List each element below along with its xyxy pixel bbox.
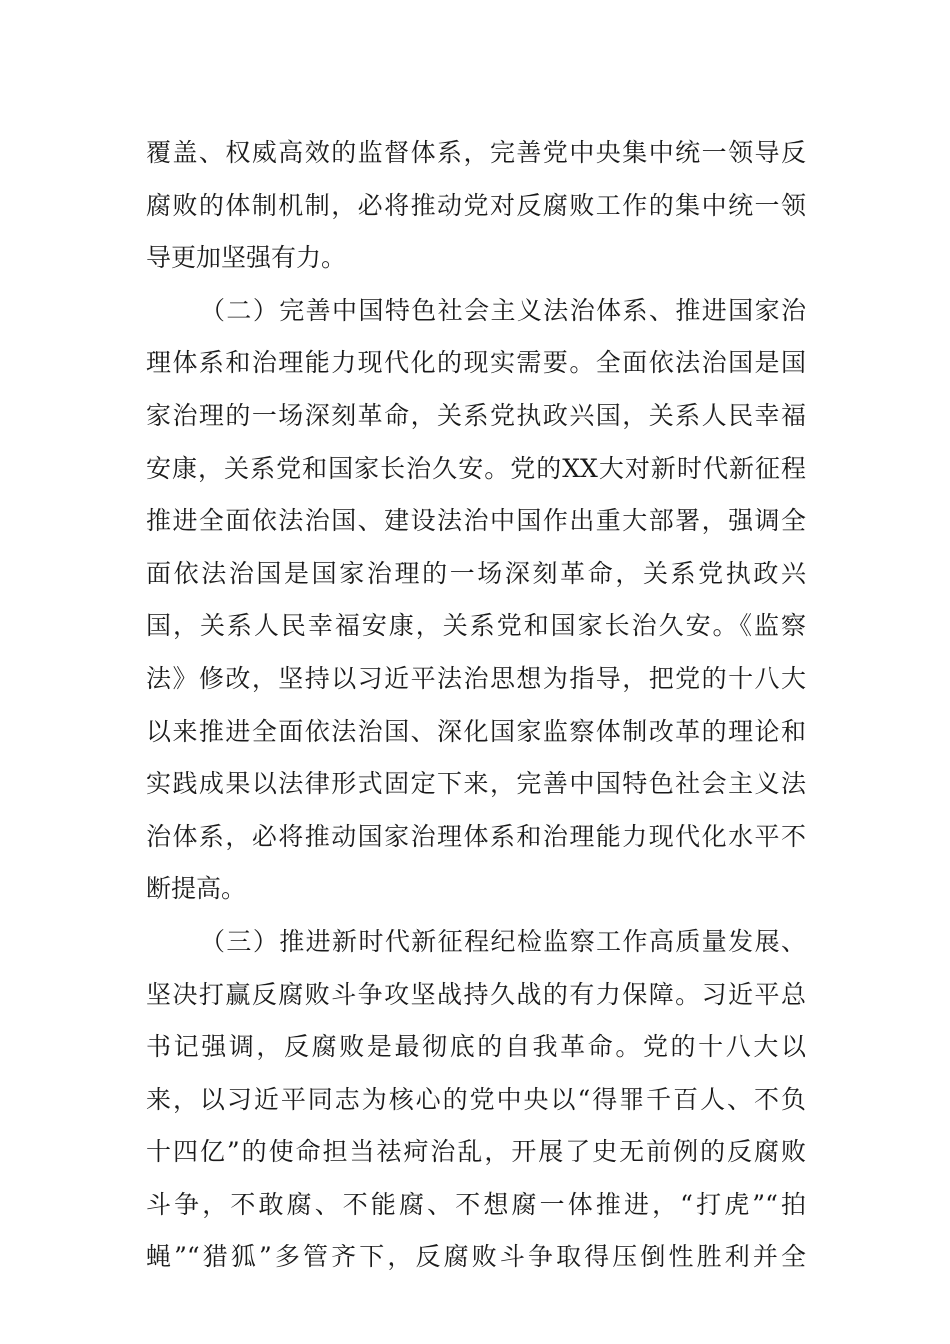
text-line: 面依法治国是国家治理的一场深刻革命，关系党执政兴 xyxy=(146,558,806,588)
text-line: 覆盖、权威高效的监督体系，完善党中央集中统一领导反 xyxy=(146,138,806,167)
text-line: 十四亿”的使命担当祛疴治乱，开展了史无前例的反腐败 xyxy=(146,1137,806,1167)
text-line: 蝇”“猎狐”多管齐下，反腐败斗争取得压倒性胜利并全 xyxy=(146,1242,806,1272)
text-line: 书记强调，反腐败是最彻底的自我革命。党的十八大以 xyxy=(146,1032,806,1062)
text-line: 法》修改，坚持以习近平法治思想为指导，把党的十八大 xyxy=(146,663,806,693)
text-line: 国，关系人民幸福安康，关系党和国家长治久安。《监察 xyxy=(146,611,806,641)
paragraph-end-line: 导更加坚强有力。 xyxy=(146,243,347,273)
text-line: 来，以习近平同志为核心的党中央以“得罪千百人、不负 xyxy=(146,1084,806,1114)
text-line: 家治理的一场深刻革命，关系党执政兴国，关系人民幸福 xyxy=(146,400,806,430)
text-line: 理体系和治理能力现代化的现实需要。全面依法治国是国 xyxy=(146,348,806,378)
text-line: 坚决打赢反腐败斗争攻坚战持久战的有力保障。习近平总 xyxy=(146,979,806,1009)
paragraph-end-line: 断提高。 xyxy=(146,874,247,904)
text-line: 斗争，不敢腐、不能腐、不想腐一体推进，“打虎”“拍 xyxy=(146,1189,806,1219)
text-line: 以来推进全面依法治国、深化国家监察体制改革的理论和 xyxy=(146,716,806,746)
paragraph-heading-line: （三）推进新时代新征程纪检监察工作高质量发展、 xyxy=(200,926,806,956)
text-line: 腐败的体制机制，必将推动党对反腐败工作的集中统一领 xyxy=(146,190,806,220)
body-text xyxy=(146,127,806,1284)
paragraph-heading-line: （二）完善中国特色社会主义法治体系、推进国家治 xyxy=(200,295,806,325)
text-line: 推进全面依法治国、建设法治中国作出重大部署，强调全 xyxy=(146,506,806,536)
text-line: 治体系，必将推动国家治理体系和治理能力现代化水平不 xyxy=(146,821,806,851)
text-line: 实践成果以法律形式固定下来，完善中国特色社会主义法 xyxy=(146,769,806,799)
text-line: 安康，关系党和国家长治久安。党的XX大对新时代新征程 xyxy=(146,453,806,483)
